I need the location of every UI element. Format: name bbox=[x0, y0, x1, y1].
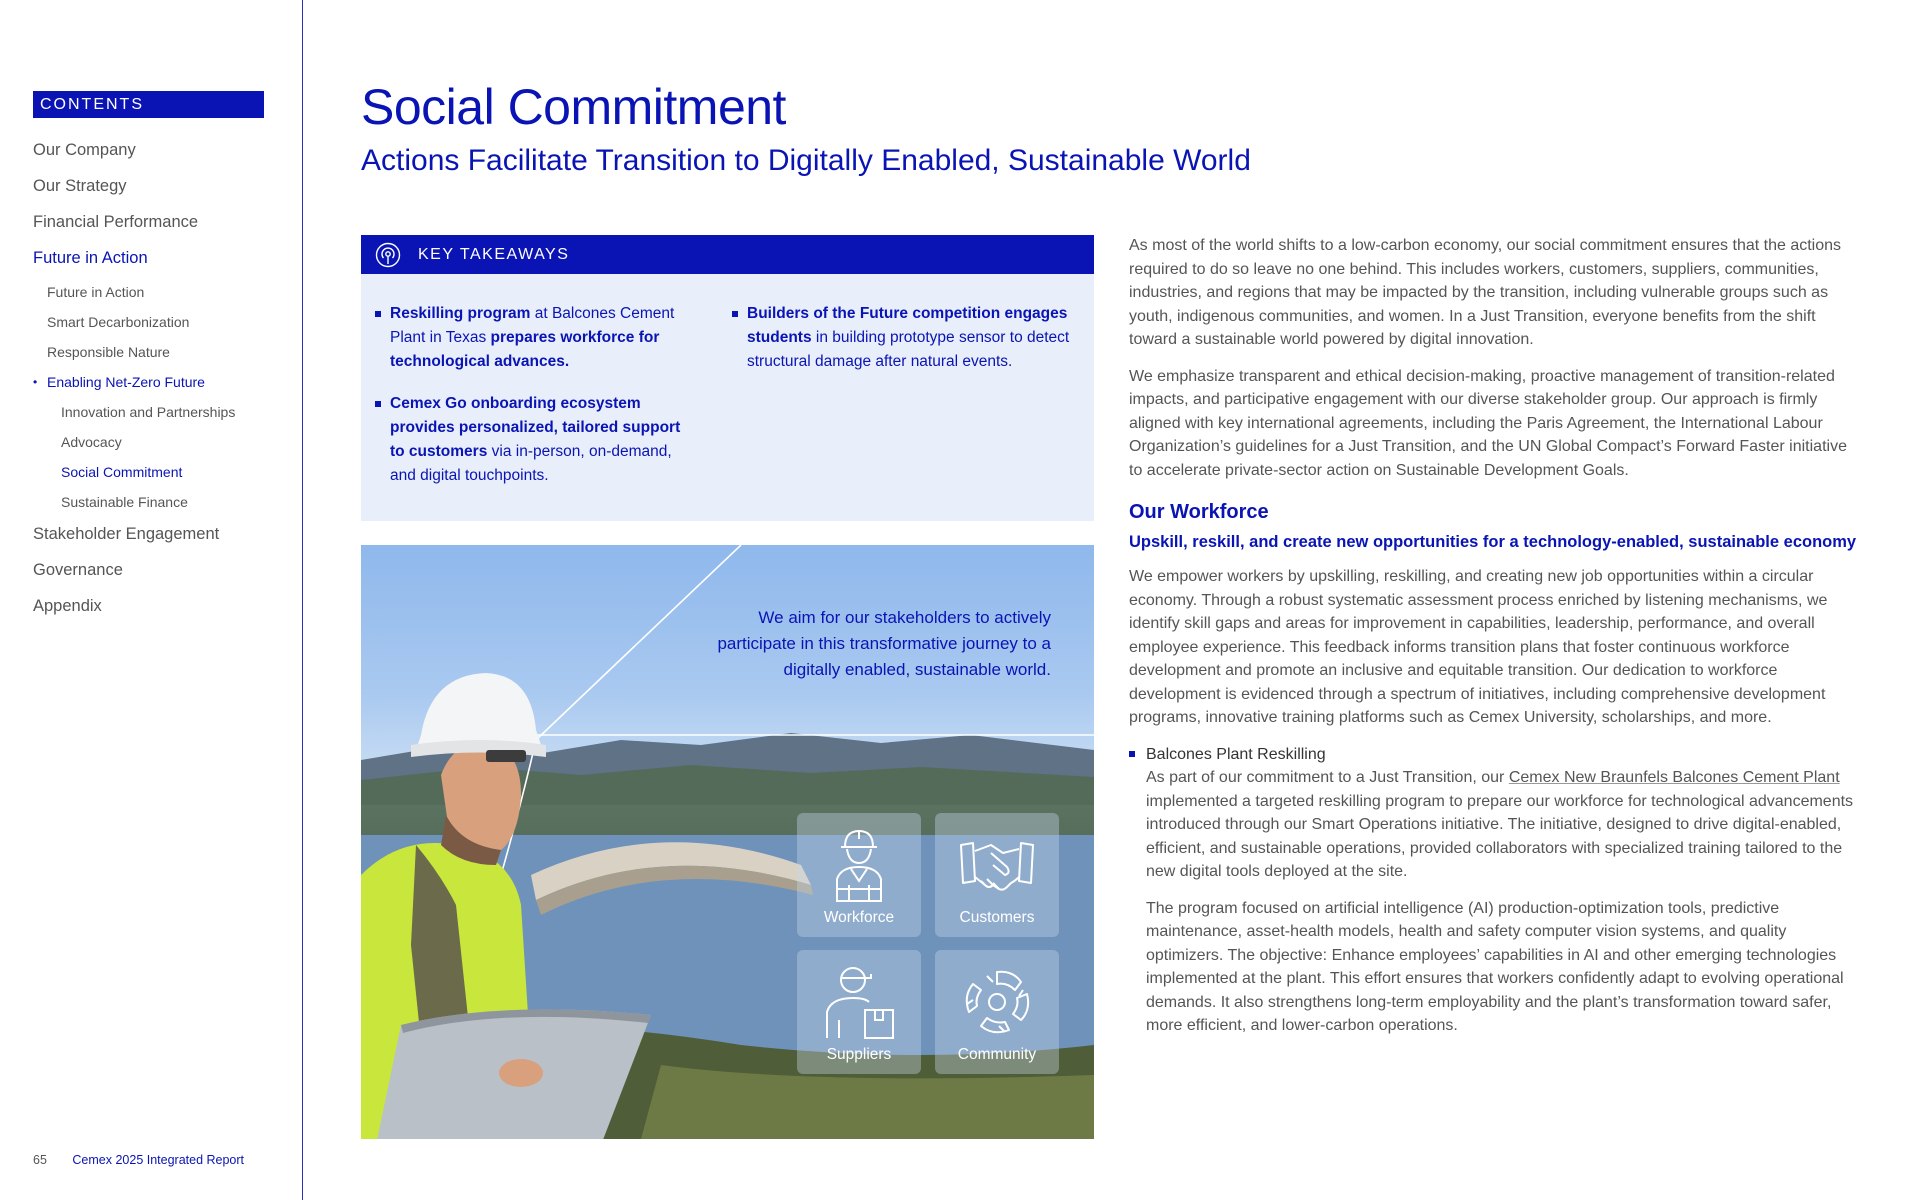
balcones-reskilling-item bbox=[1129, 743, 1864, 1038]
nav-sub2-innovation-partnerships[interactable]: Innovation and Partnerships bbox=[61, 404, 236, 420]
nav-sub2-advocacy[interactable]: Advocacy bbox=[61, 434, 122, 450]
page-subtitle: Actions Facilitate Transition to Digitally Enabled, Sustainable World bbox=[361, 144, 1251, 177]
worker-helmet-icon bbox=[797, 823, 921, 903]
tile-community bbox=[935, 950, 1059, 1074]
nav-sub2-sustainable-finance[interactable]: Sustainable Finance bbox=[61, 494, 188, 510]
stakeholder-quote: We aim for our stakeholders to actively participate in this transformative journey to a digitally enabled, sustainable world. bbox=[717, 608, 1051, 679]
page-number: 65 bbox=[33, 1153, 47, 1167]
community-hands-icon bbox=[935, 960, 1059, 1040]
balcones-plant-link[interactable]: Cemex New Braunfels Balcones Cement Plant bbox=[1508, 769, 1840, 786]
workforce-paragraph: We empower workers by upskilling, reskilling, and creating new job opportunities within a circular economy. Through a robust systematic assessment process enriched by listening mechanisms, we identify skill gaps and areas for improvement in capabilities, leadership, performance, and overall employee experience. This feedback informs transition plans that foster continuous workforce development and promote an inclusive and equitable transition. Our dedication to workforce development is evidenced through a spectrum of initiatives, including comprehensive development programs, innovative training platforms such as Cemex University, scholarships, and more. bbox=[1129, 568, 1828, 726]
nav-item-financial-performance[interactable]: Financial Performance bbox=[33, 213, 199, 231]
tile-workforce bbox=[797, 813, 921, 937]
nav-sub-responsible-nature[interactable]: Responsible Nature bbox=[47, 344, 170, 360]
table-of-contents bbox=[33, 138, 293, 630]
tile-customers bbox=[935, 813, 1059, 937]
sidebar bbox=[0, 0, 303, 1200]
nav-sub-future-in-action[interactable]: Future in Action bbox=[47, 284, 145, 300]
bullet-title: Balcones Plant Reskilling bbox=[1146, 745, 1326, 763]
nav-item-stakeholder-engagement[interactable]: Stakeholder Engagement bbox=[33, 525, 220, 543]
tile-label: Workforce bbox=[823, 909, 895, 926]
signal-broadcast-icon bbox=[375, 242, 401, 268]
key-takeaways-body bbox=[361, 274, 1094, 521]
key-takeaways-label: KEY TAKEAWAYS bbox=[418, 246, 570, 263]
nav-sub2-social-commitment[interactable]: Social Commitment bbox=[61, 464, 183, 480]
key-takeaways-header bbox=[361, 235, 1094, 274]
stakeholder-photo-panel bbox=[361, 545, 1094, 1139]
page-title: Social Commitment bbox=[361, 79, 786, 135]
tile-label: Community bbox=[957, 1046, 1037, 1063]
nav-item-governance[interactable]: Governance bbox=[33, 561, 123, 579]
intro-paragraph: As most of the world shifts to a low-carbon economy, our social commitment ensures that the actions required to do so leave no one behind. This includes workers, customers, suppliers, communities, industries, and regions that may be impacted by the transition, including vulnerable groups such as youth, indigenous communities, and women. In a Just Transition, everyone benefits from the shift toward a sustainable world powered by digital innovation. bbox=[1129, 237, 1842, 348]
main-text-column bbox=[1129, 234, 1864, 1051]
nav-item-our-company[interactable]: Our Company bbox=[33, 141, 136, 159]
nav-item-our-strategy[interactable]: Our Strategy bbox=[33, 177, 127, 195]
nav-item-appendix[interactable]: Appendix bbox=[33, 597, 102, 615]
tile-suppliers bbox=[797, 950, 921, 1074]
report-name: Cemex 2025 Integrated Report bbox=[72, 1153, 245, 1167]
section-subheading-workforce: Upskill, reskill, and create new opportunities for a technology-enabled, sustainable economy bbox=[1129, 533, 1857, 551]
nav-sub-smart-decarbonization[interactable]: Smart Decarbonization bbox=[47, 314, 190, 330]
supplier-box-icon bbox=[797, 960, 921, 1040]
nav-sub-enabling-net-zero-future[interactable]: • Enabling Net-Zero Future bbox=[33, 372, 293, 402]
tile-label: Suppliers bbox=[826, 1046, 892, 1063]
takeaway-item: Reskilling program at Balcones Cement Plant in Texas prepares workforce for technological advances. bbox=[375, 302, 697, 374]
section-heading-workforce: Our Workforce bbox=[1129, 501, 1269, 523]
takeaway-item: Builders of the Future competition engages students in building prototype sensor to detect structural damage after natural events. bbox=[732, 302, 1072, 374]
nav-item-future-in-action[interactable]: Future in Action bbox=[33, 249, 148, 267]
contents-label: CONTENTS bbox=[33, 91, 264, 118]
tile-label: Customers bbox=[959, 909, 1035, 926]
balcones-paragraph: As part of our commitment to a Just Transition, our Cemex New Braunfels Balcones Cement Plant implemented a targeted reskilling program to prepare our workforce for technological advancements introduced through our Smart Operations initiative. The initiative, designed to drive digital-enabled, efficient, and sustainable operations, provided collaborators with specialized training tailored to the new digital tools deployed at the site. bbox=[1146, 769, 1854, 880]
page-footer bbox=[33, 1153, 244, 1167]
takeaway-item: Cemex Go onboarding ecosystem provides personalized, tailored support to customers via in-person, on-demand, and digital touchpoints. bbox=[375, 392, 697, 488]
ai-program-paragraph: The program focused on artificial intelligence (AI) production-optimization tools, predictive maintenance, asset-health models, health and safety computer vision systems, and quality optimizers. The objective: Enhance employees’ capabilities in AI and other emerging technologies implemented at the plant. This effort ensures that workers confidently adapt to evolving operational demands. It also strengthens long-term employability and the plant’s transformation toward safer, more efficient, and lower-carbon operations. bbox=[1146, 899, 1844, 1034]
handshake-icon bbox=[935, 823, 1059, 903]
approach-paragraph: We emphasize transparent and ethical decision-making, proactive management of transition-related impacts, and participative engagement with our diverse stakeholder group. Our approach is firmly aligned with key international agreements, including the Paris Agreement, the International Labour Organization’s guidelines for a Just Transition, and the UN Global Compact’s Forward Faster initiative to accelerate private-sector action on Sustainable Development Goals. bbox=[1129, 367, 1847, 479]
